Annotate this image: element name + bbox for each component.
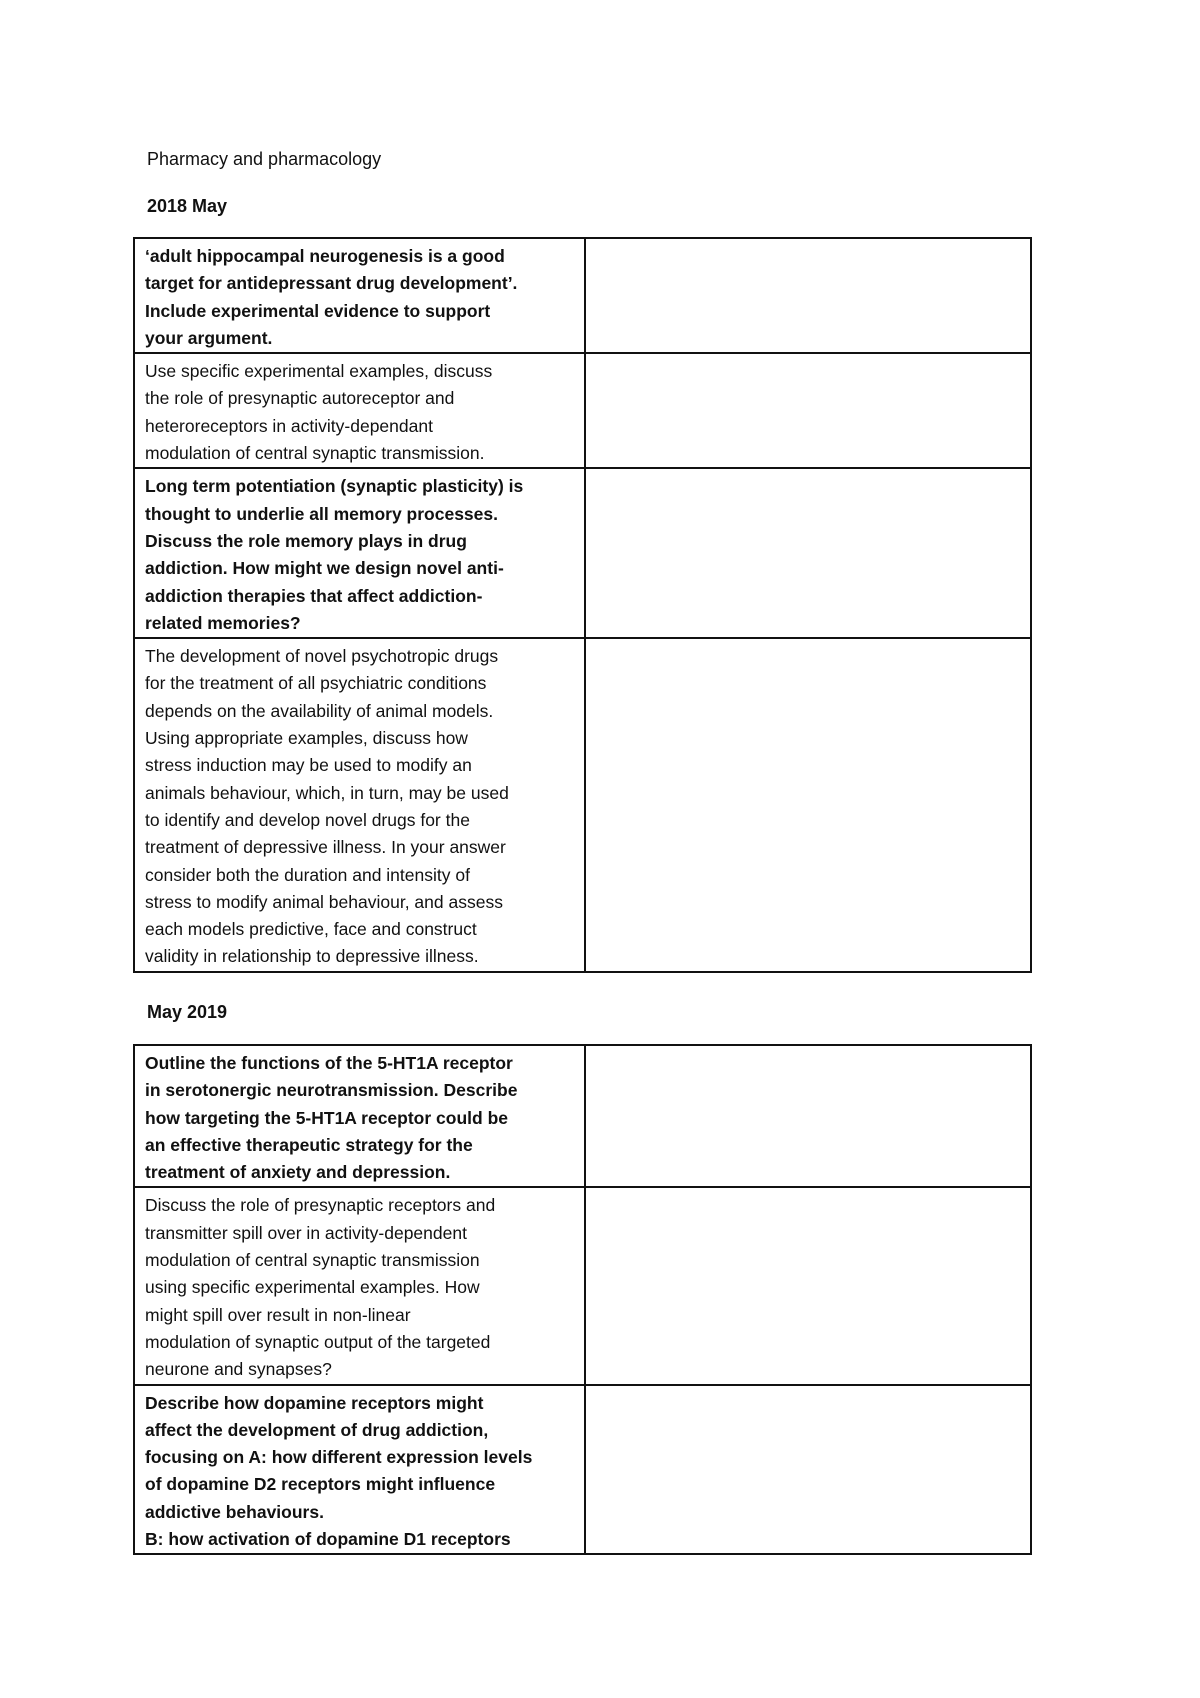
question-line: to identify and develop novel drugs for the (145, 809, 470, 830)
table-row (134, 1045, 1031, 1187)
question-line: related memories? (145, 612, 301, 633)
question-line: using specific experimental examples. How (145, 1277, 480, 1298)
answer-cell (585, 238, 1031, 353)
answer-cell (585, 1385, 1031, 1555)
question-line: treatment of anxiety and depression. (145, 1162, 451, 1183)
question-cell (134, 238, 585, 353)
question-line: Using appropriate examples, discuss how (145, 728, 468, 749)
question-cell (134, 638, 585, 972)
question-line: how targeting the 5-HT1A receptor could be (145, 1107, 508, 1128)
questions-table-2018 (133, 237, 1032, 973)
answer-cell (585, 468, 1031, 638)
question-line: neurone and synapses? (145, 1359, 332, 1380)
question-line: the role of presynaptic autoreceptor and (145, 388, 455, 409)
question-line: your argument. (145, 327, 273, 348)
question-line: stress to modify animal behaviour, and assess (145, 891, 503, 912)
question-line: Discuss the role memory plays in drug (145, 530, 467, 551)
table-row (134, 638, 1031, 972)
question-line: B: how activation of dopamine D1 receptors (145, 1529, 511, 1550)
answer-cell (585, 638, 1031, 972)
question-line: thought to underlie all memory processes. (145, 503, 498, 524)
question-line: modulation of central synaptic transmission (145, 1250, 480, 1271)
answer-cell (585, 353, 1031, 468)
question-cell (134, 353, 585, 468)
question-line: Use specific experimental examples, discuss (145, 361, 493, 382)
question-cell (134, 1187, 585, 1384)
question-line: Outline the functions of the 5-HT1A receptor (145, 1053, 513, 1073)
question-line: The development of novel psychotropic drugs (145, 646, 499, 667)
question-line: addiction therapies that affect addiction- (145, 585, 483, 606)
question-line: transmitter spill over in activity-dependent (145, 1222, 467, 1243)
question-line: addictive behaviours. (145, 1501, 324, 1522)
question-line: each models predictive, face and construct (145, 919, 477, 940)
question-line: modulation of synaptic output of the targeted (145, 1331, 491, 1352)
question-line: modulation of central synaptic transmission. (145, 443, 485, 464)
section-heading-2018-may: 2018 May (147, 196, 228, 216)
question-line: might spill over result in non-linear (145, 1304, 411, 1325)
table-row (134, 1187, 1031, 1384)
question-line: stress induction may be used to modify an (145, 755, 472, 776)
question-line: Include experimental evidence to support (145, 300, 491, 321)
question-line: affect the development of drug addiction, (145, 1419, 489, 1440)
question-line: in serotonergic neurotransmission. Describe (145, 1080, 518, 1101)
section-heading-may-2019: May 2019 (147, 1002, 228, 1022)
question-line: Long term potentiation (synaptic plasticity) is (145, 476, 524, 497)
question-cell (134, 468, 585, 638)
question-line: consider both the duration and intensity of (145, 864, 470, 885)
question-line: target for antidepressant drug development’. (145, 273, 518, 294)
document-title: Pharmacy and pharmacology (147, 149, 382, 169)
question-line: an effective therapeutic strategy for the (145, 1134, 473, 1155)
question-line: heteroreceptors in activity-dependant (145, 415, 433, 436)
table-row (134, 468, 1031, 638)
question-cell (134, 1045, 585, 1187)
question-line: animals behaviour, which, in turn, may be used (145, 782, 509, 803)
answer-cell (585, 1187, 1031, 1384)
question-line: treatment of depressive illness. In your answer (145, 837, 506, 858)
question-line: focusing on A: how different expression levels (145, 1447, 533, 1468)
question-line: addiction. How might we design novel anti- (145, 558, 504, 579)
question-line: of dopamine D2 receptors might influence (145, 1474, 496, 1495)
question-line: ‘adult hippocampal neurogenesis is a good (145, 246, 505, 266)
question-line: validity in relationship to depressive illness. (145, 946, 479, 967)
question-line: Discuss the role of presynaptic receptors and (145, 1195, 496, 1216)
questions-table-2019 (133, 1044, 1032, 1555)
question-line: Describe how dopamine receptors might (145, 1392, 484, 1413)
question-cell (134, 1385, 585, 1555)
question-line: depends on the availability of animal models. (145, 700, 494, 721)
table-row (134, 1385, 1031, 1555)
question-line: for the treatment of all psychiatric conditions (145, 673, 487, 694)
table-row (134, 238, 1031, 353)
answer-cell (585, 1045, 1031, 1187)
table-row (134, 353, 1031, 468)
